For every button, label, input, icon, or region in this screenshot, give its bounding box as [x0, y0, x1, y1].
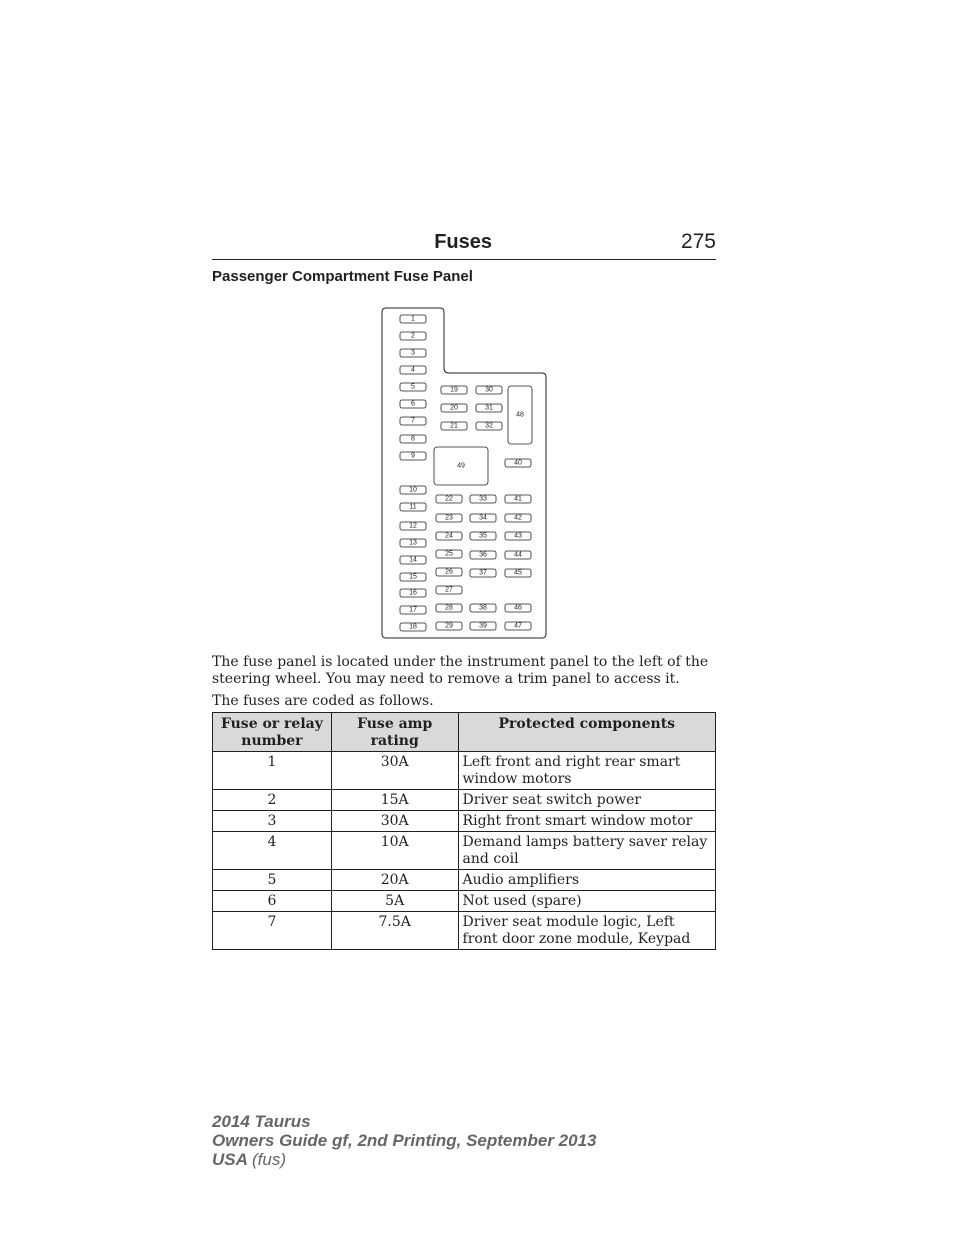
fuse-3-label: 3 [411, 349, 415, 357]
fuse-32-label: 32 [485, 422, 493, 430]
fuse-30 [476, 386, 502, 394]
fuse-9 [400, 452, 426, 460]
fuse-47-label: 47 [514, 622, 522, 630]
fuse-7 [400, 417, 426, 425]
fuse-34-label: 34 [479, 514, 487, 522]
fuse-8 [400, 435, 426, 443]
fuse-35-label: 35 [479, 532, 487, 540]
fuse-26-label: 26 [445, 568, 453, 576]
fuse-components: Driver seat module logic, Left front door zone module, Keypad [458, 912, 715, 950]
fuse-38 [470, 604, 496, 612]
fuse-5 [400, 383, 426, 391]
fuse-17-label: 17 [409, 606, 417, 614]
fuse-rating: 5A [331, 891, 458, 912]
fuse-rating: 30A [331, 752, 458, 790]
fuse-28 [436, 604, 462, 612]
fuse-4 [400, 366, 426, 374]
fuse-table [212, 712, 716, 950]
fuse-39-label: 39 [479, 622, 487, 630]
fuse-19-label: 19 [450, 386, 458, 394]
footer-region [212, 1150, 596, 1169]
fuse-1 [400, 315, 426, 323]
fuse-33-label: 33 [479, 495, 487, 503]
fuse-rating: 20A [331, 870, 458, 891]
fuse-47 [505, 622, 531, 630]
fuse-components: Demand lamps battery saver relay and coil [458, 832, 715, 870]
fuse-39 [470, 622, 496, 630]
fuse-33 [470, 495, 496, 503]
fuse-16-label: 16 [409, 589, 417, 597]
fuse-number: 7 [213, 912, 332, 950]
fuse-components: Right front smart window motor [458, 811, 715, 832]
fuse-rating: 10A [331, 832, 458, 870]
fuse-24-label: 24 [445, 532, 453, 540]
fuse-12 [400, 522, 426, 530]
fuse-42-label: 42 [514, 514, 522, 522]
table-row [213, 870, 716, 891]
fuse-37 [470, 569, 496, 577]
table-row [213, 832, 716, 870]
fuse-42 [505, 514, 531, 522]
fuse-10 [400, 486, 426, 494]
fuse-11 [400, 503, 426, 511]
fuse-2-label: 2 [411, 332, 415, 340]
fuse-15 [400, 573, 426, 581]
fuse-24 [436, 532, 462, 540]
table-row [213, 811, 716, 832]
table-header-row [213, 713, 716, 752]
relay-49-label: 49 [457, 462, 465, 470]
fuse-46-label: 46 [514, 604, 522, 612]
fuse-rating: 30A [331, 811, 458, 832]
footer-region-code: (fus) [252, 1150, 286, 1169]
fuse-32 [476, 422, 502, 430]
location-paragraph: The fuse panel is located under the instrument panel to the left of the steering wheel. You may need to remove a trim panel to access it. [212, 654, 709, 687]
fuse-22 [436, 495, 462, 503]
fuse-number: 5 [213, 870, 332, 891]
fuse-45-label: 45 [514, 569, 522, 577]
table-row [213, 891, 716, 912]
fuse-13 [400, 539, 426, 547]
fuse-number: 2 [213, 790, 332, 811]
fuse-11-label: 11 [409, 503, 417, 511]
fuse-38-label: 38 [479, 604, 487, 612]
fuse-9-label: 9 [411, 452, 415, 460]
fuse-number: 4 [213, 832, 332, 870]
fuse-number: 6 [213, 891, 332, 912]
fuse-30-label: 30 [485, 386, 493, 394]
fuse-41 [505, 495, 531, 503]
fuse-panel-diagram [380, 305, 550, 641]
fuse-36-label: 36 [479, 551, 487, 559]
fuse-3 [400, 349, 426, 357]
fuse-23 [436, 514, 462, 522]
fuse-components: Driver seat switch power [458, 790, 715, 811]
fuse-4-label: 4 [411, 366, 415, 374]
fuse-29-label: 29 [445, 622, 453, 630]
fuse-components: Not used (spare) [458, 891, 715, 912]
fuse-10-label: 10 [409, 486, 417, 494]
fuse-12-label: 12 [409, 522, 417, 530]
fuse-20 [441, 404, 467, 412]
fuse-21-label: 21 [450, 422, 458, 430]
fuse-18-label: 18 [409, 623, 417, 631]
relay-48-label: 48 [516, 411, 524, 419]
footer-region-name: USA [212, 1150, 248, 1169]
fuse-27 [436, 586, 462, 594]
fuse-components: Audio amplifiers [458, 870, 715, 891]
fuse-44 [505, 551, 531, 559]
fuse-28-label: 28 [445, 604, 453, 612]
fuse-35 [470, 532, 496, 540]
fuse-27-label: 27 [445, 586, 453, 594]
fuse-26 [436, 568, 462, 576]
fuse-19 [441, 386, 467, 394]
fuse-40-label: 40 [514, 459, 522, 467]
fuse-22-label: 22 [445, 495, 453, 503]
fuse-36 [470, 551, 496, 559]
fuse-43-label: 43 [514, 532, 522, 540]
fuse-5-label: 5 [411, 383, 415, 391]
fuse-20-label: 20 [450, 404, 458, 412]
fuse-2 [400, 332, 426, 340]
fuse-31-label: 31 [485, 404, 493, 412]
fuse-25-label: 25 [445, 550, 453, 558]
table-row [213, 790, 716, 811]
fuse-31 [476, 404, 502, 412]
fuse-40 [505, 459, 531, 467]
fuse-17 [400, 606, 426, 614]
fuse-16 [400, 589, 426, 597]
table-row [213, 912, 716, 950]
relay-48 [508, 386, 532, 444]
header-divider [212, 259, 716, 260]
header-protected-components: Protected components [458, 713, 715, 752]
fuse-25 [436, 550, 462, 558]
fuse-6-label: 6 [411, 400, 415, 408]
fuse-number: 1 [213, 752, 332, 790]
footer [212, 1112, 596, 1169]
header-amp-rating: Fuse amp rating [331, 713, 458, 752]
fuse-number: 3 [213, 811, 332, 832]
fuse-29 [436, 622, 462, 630]
fuse-1-label: 1 [411, 315, 415, 323]
header-fuse-number: Fuse or relay number [213, 713, 332, 752]
fuse-rating: 7.5A [331, 912, 458, 950]
fuse-rating: 15A [331, 790, 458, 811]
fuse-15-label: 15 [409, 573, 417, 581]
fuse-6 [400, 400, 426, 408]
fuse-21 [441, 422, 467, 430]
fuse-46 [505, 604, 531, 612]
footer-guide-edition: Owners Guide gf, 2nd Printing, September 2013 [212, 1131, 597, 1150]
fuse-43 [505, 532, 531, 540]
footer-model: 2014 Taurus [212, 1112, 311, 1131]
fuse-components: Left front and right rear smart window motors [458, 752, 715, 790]
relay-49 [434, 447, 488, 485]
page-title: Fuses [434, 231, 492, 253]
fuse-18 [400, 623, 426, 631]
page-number: 275 [680, 230, 716, 253]
fuse-37-label: 37 [479, 569, 487, 577]
fuse-7-label: 7 [411, 417, 415, 425]
fuse-14-label: 14 [409, 556, 417, 564]
section-title: Passenger Compartment Fuse Panel [212, 268, 473, 285]
fuse-44-label: 44 [514, 551, 522, 559]
fuse-13-label: 13 [409, 539, 417, 547]
table-row [213, 752, 716, 790]
fuse-8-label: 8 [411, 435, 415, 443]
fuse-14 [400, 556, 426, 564]
fuse-34 [470, 514, 496, 522]
fuse-45 [505, 569, 531, 577]
fuse-41-label: 41 [514, 495, 522, 503]
coded-paragraph: The fuses are coded as follows. [212, 693, 434, 709]
fuse-23-label: 23 [445, 514, 453, 522]
